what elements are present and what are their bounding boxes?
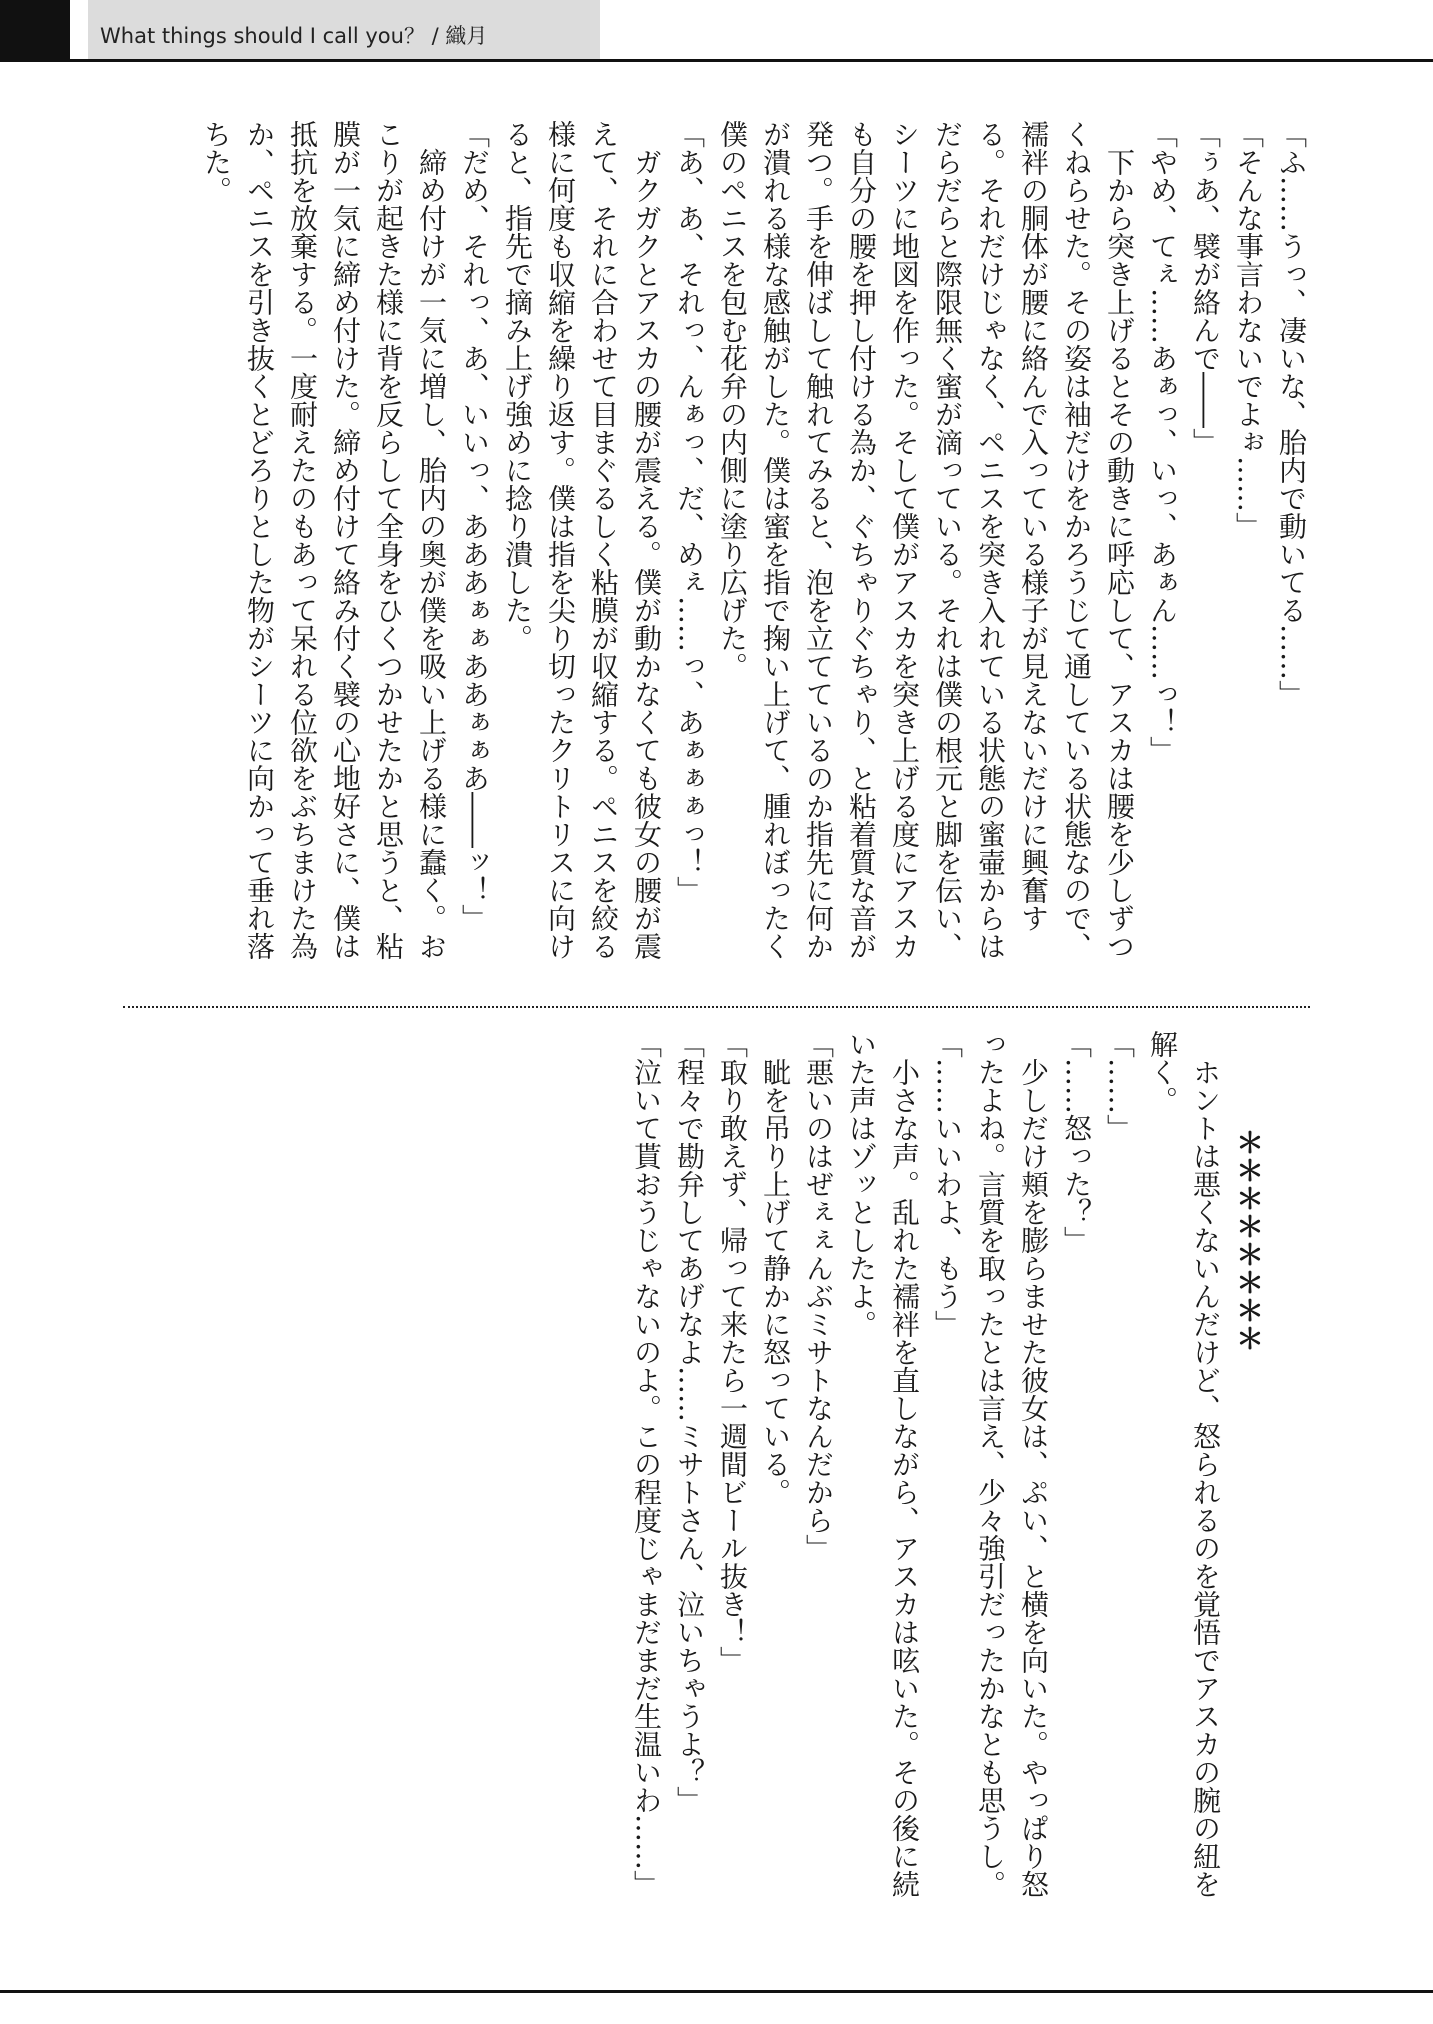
lower-text-section <box>123 1030 1313 1910</box>
dialogue-paragraph: 「取り敢えず、帰って来たら一週間ビール抜き！」 <box>716 1030 749 1674</box>
dialogue-paragraph: 「……」 <box>1103 1030 1136 1142</box>
running-header <box>88 0 600 62</box>
dialogue-paragraph: 「泣いて貰おうじゃないのよ。この程度じゃまだまだ生温いわ……」 <box>630 1030 663 1898</box>
footer-rule <box>0 1990 1433 1993</box>
section-divider <box>123 1006 1310 1008</box>
scene-break: ＊＊＊＊＊＊＊＊ <box>1232 1128 1265 1352</box>
narration-paragraph: 小さな声。乱れた襦袢を直しながら、アスカは呟いた。その後に続いた声はゾッとしたよ。 <box>845 1030 921 1898</box>
dialogue-paragraph: 「ふ……うっ、凄いな、胎内で動いてる……」 <box>1275 120 1308 708</box>
header-corner-block <box>0 0 70 62</box>
dialogue-paragraph: 「やめ、てぇ……あぁっ、いっ、あぁん……っ！」 <box>1146 120 1179 764</box>
dialogue-paragraph: 「程々で勘弁してあげなよ……ミサトさん、泣いちゃうよ？」 <box>673 1030 706 1814</box>
dialogue-paragraph: 「そんな事言わないでよぉ……」 <box>1232 120 1265 540</box>
dialogue-paragraph: 「だめ、それっ、あ、いいっ、あああぁぁああぁぁあ――ッ！」 <box>458 120 491 932</box>
dialogue-paragraph: 「……怒った？」 <box>1060 1030 1093 1254</box>
narration-paragraph: 少しだけ頬を膨らませた彼女は、ぷい、と横を向いた。やっぱり怒ったよね。言質を取ったとは言え、少々強引だったかなとも思うし。 <box>974 1030 1050 1898</box>
dialogue-paragraph: 「ぅあ、襞が絡んで――」 <box>1189 120 1222 456</box>
running-header-title: What things should I call you？ / 織月 <box>100 24 488 48</box>
dialogue-paragraph: 「……いいわよ、もう」 <box>931 1030 964 1338</box>
dialogue-paragraph: 「悪いのはぜぇぇんぶミサトなんだから」 <box>802 1030 835 1562</box>
dialogue-paragraph: 「あ、あ、それっ、んぁっ、だ、めぇ……っ、あぁぁぁっ！」 <box>673 120 706 904</box>
narration-paragraph: 下から突き上げるとその動きに呼応して、アスカは腰を少しずつくねらせた。その姿は袖だけをかろうじて通している状態なので、襦袢の胴体が腰に絡んで入っている様子が見えないだけに興奮する。それだけじゃなく、ペニスを突き入れている状態の蜜壷からはだらだらと際限無く蜜が滴っている。それは僕の根元と脚を伝い、シーツに地図を作った。そして僕がアスカを突き上げる度にアスカも自分の腰を押し付ける為か、ぐちゃりぐちゃり、と粘着質な音が発つ。手を伸ばして触れてみると、泡を立てているのか指先に何かが潰れる様な感触がした。僕は蜜を指で掬い上げて、腫れぼったく僕のペニスを包む花弁の内側に塗り広げた。 <box>716 120 1136 960</box>
narration-paragraph: 締め付けが一気に増し、胎内の奥が僕を吸い上げる様に蠢く。おこりが起きた様に背を反らして全身をひくつかせたかと思うと、粘膜が一気に締め付けた。締め付けて絡み付く襞の心地好さに、僕は抵抗を放棄する。一度耐えたのもあって呆れる位欲をぶちまけた為か、ペニスを引き抜くとどろりとした物がシーツに向かって垂れ落ちた。 <box>200 120 448 960</box>
narration-paragraph: 眦を吊り上げて静かに怒っている。 <box>759 1058 792 1506</box>
header-rule <box>70 59 1433 62</box>
upper-text-section <box>123 120 1313 980</box>
narration-paragraph: ガクガクとアスカの腰が震える。僕が動かなくても彼女の腰が震えて、それに合わせて目まぐるしく粘膜が収縮する。ペニスを絞る様に何度も収縮を繰り返す。僕は指を尖り切ったクリトリスに向けると、指先で摘み上げ強めに捻り潰した。 <box>501 120 663 960</box>
narration-paragraph: ホントは悪くないんだけど、怒られるのを覚悟でアスカの腕の紐を解く。 <box>1146 1030 1222 1898</box>
